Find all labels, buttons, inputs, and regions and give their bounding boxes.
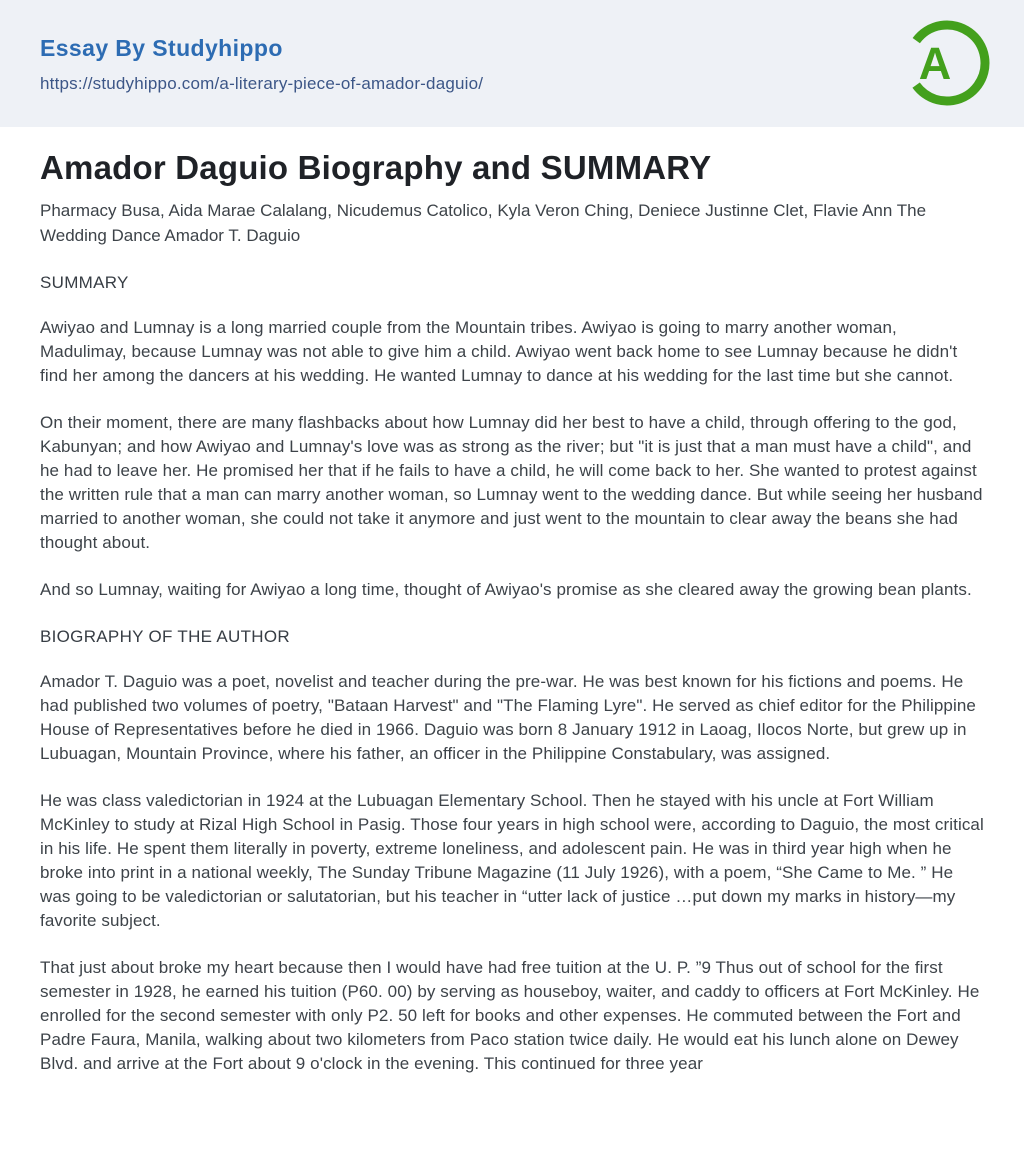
source-url-link[interactable]: https://studyhippo.com/a-literary-piece-of-amador-daguio/: [40, 74, 484, 93]
studyhippo-logo: [904, 20, 990, 106]
biography-heading: BIOGRAPHY OF THE AUTHOR: [40, 627, 290, 646]
summary-paragraph-2: On their moment, there are many flashbacks about how Lumnay did her best to have a child, through offering to the god, Kabunyan; and how Awiyao and Lumnay's love was as strong as the river; but "it is just that a man must have a child", and he had to leave her. He promised her that if he fails to have a child, he will come back to her. She wanted to protest against the written rule that a man can marry another woman, so Lumnay went to the wedding dance. But while seeing her husband married to another woman, she could not take it anymore and just went to the mountain to clear away the beans she had thought about.: [40, 413, 983, 552]
site-title: Essay By Studyhippo: [40, 35, 283, 61]
logo-letter: A: [918, 38, 952, 89]
summary-paragraph-1: Awiyao and Lumnay is a long married couple from the Mountain tribes. Awiyao is going to marry another woman, Madulimay, because Lumnay was not able to give him a child. Awiyao went back home to see Lumnay because he didn't find her among the dancers at his wedding. He wanted Lumnay to dance at his wedding for the last time but she cannot.: [40, 318, 958, 385]
byline: Pharmacy Busa, Aida Marae Calalang, Nicudemus Catolico, Kyla Veron Ching, Deniece Justinne Clet, Flavie Ann The Wedding Dance Amador T. Daguio: [40, 201, 927, 245]
summary-heading: SUMMARY: [40, 273, 129, 292]
bio-paragraph-1: Amador T. Daguio was a poet, novelist and teacher during the pre-war. He was best known for his fictions and poems. He had published two volumes of poetry, "Bataan Harvest" and "The Flaming Lyre". He served as chief editor for the Philippine House of Representatives before he died in 1966. Daguio was born 8 January 1912 in Laoag, Ilocos Norte, but grew up in Lubuagan, Mountain Province, where his father, an officer in the Philippine Constabulary, was assigned.: [40, 672, 976, 763]
bio-paragraph-3: That just about broke my heart because then I would have had free tuition at the U. P. ”9 Thus out of school for the first semester in 1928, he earned his tuition (P60. 00) by serving as houseboy, waiter, and caddy to officers at Fort McKinley. He enrolled for the second semester with only P2. 50 left for books and other expenses. He commuted between the Fort and Padre Faura, Manila, walking about two kilometers from Paco station twice daily. He would eat his lunch alone on Dewey Blvd. and arrive at the Fort about 9 o'clock in the evening. This continued for three year: [40, 958, 980, 1073]
essay-article: [0, 149, 1024, 1076]
bio-paragraph-2: He was class valedictorian in 1924 at the Lubuagan Elementary School. Then he stayed with his uncle at Fort William McKinley to study at Rizal High School in Pasig. Those four years in high school were, according to Daguio, the most critical in his life. He spent them literally in poverty, extreme loneliness, and adolescent pain. He was in third year high when he broke into print in a national weekly, The Sunday Tribune Magazine (11 July 1926), with a poem, “She Came to Me. ” He was going to be valedictorian or salutatorian, but his teacher in “utter lack of justice …put down my marks in history—my favorite subject.: [40, 791, 984, 930]
site-header: [0, 0, 1024, 127]
summary-paragraph-3: And so Lumnay, waiting for Awiyao a long time, thought of Awiyao's promise as she cleared away the growing bean plants.: [40, 580, 972, 599]
page-title: Amador Daguio Biography and SUMMARY: [40, 149, 712, 186]
header-text-block: [40, 34, 483, 94]
logo-arc-icon: [904, 20, 990, 106]
